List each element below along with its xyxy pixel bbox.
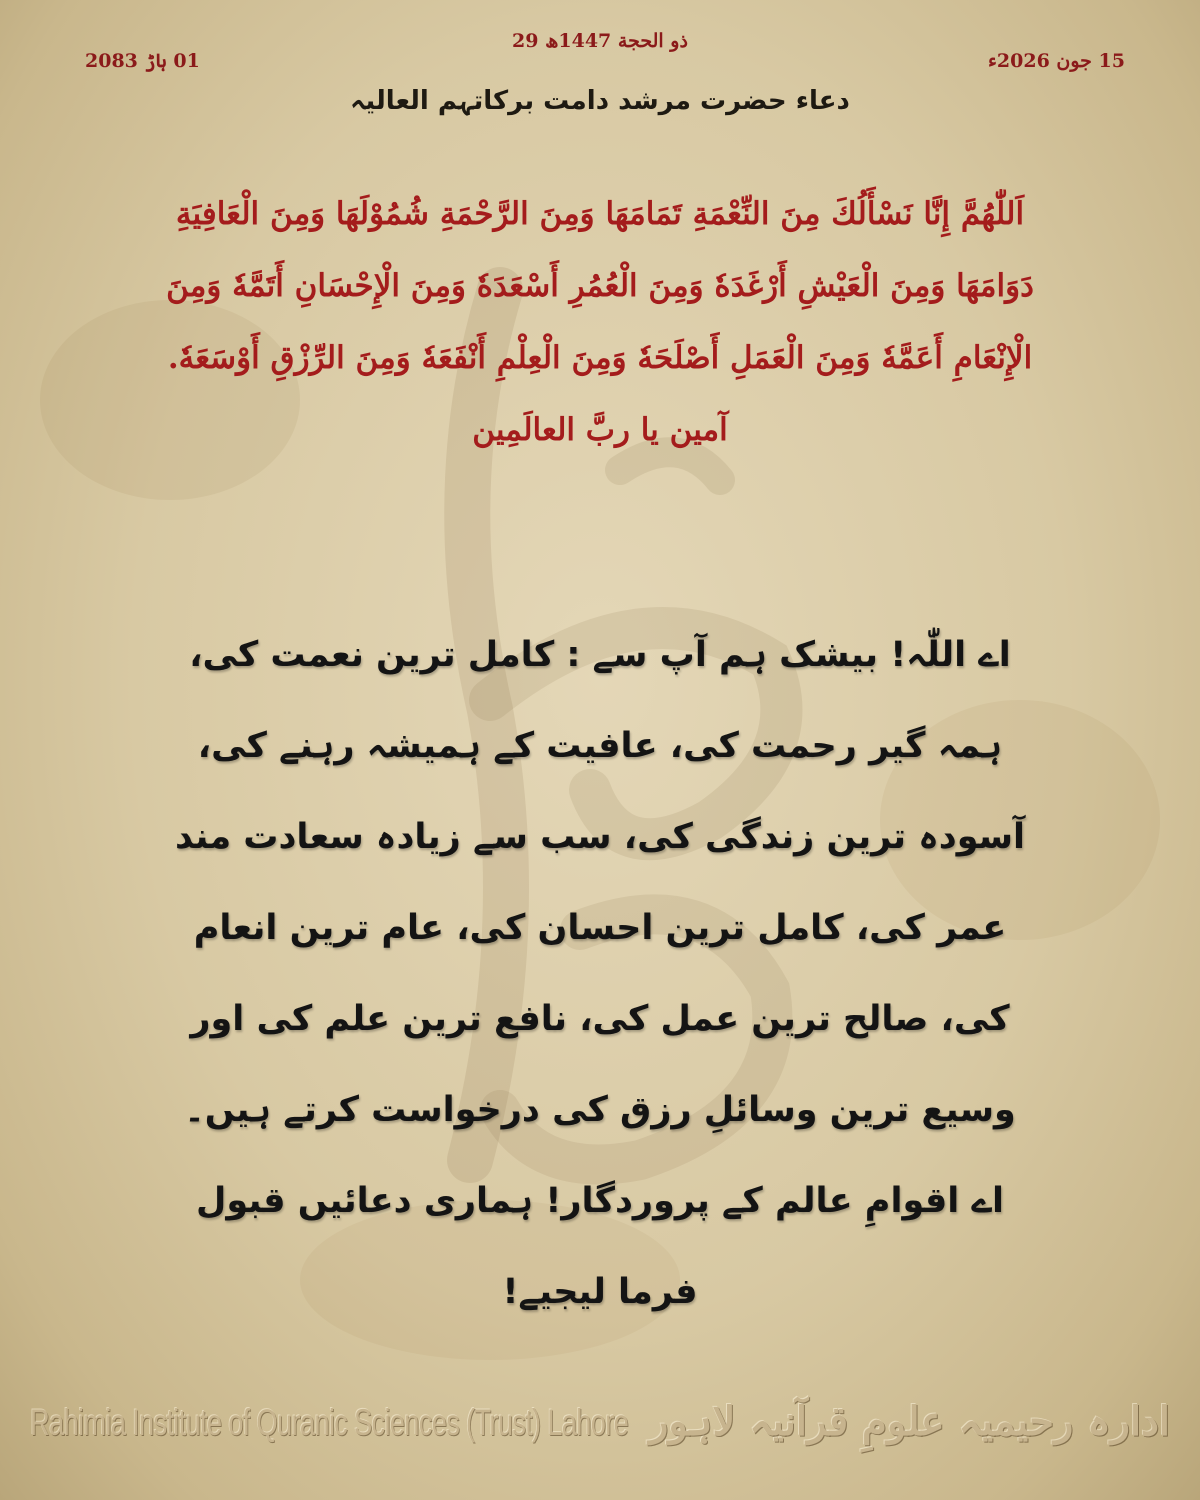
urdu-translation-text: اے اللّٰہ! بیشک ہم آپ سے : کامل ترین نعمت کی، ہمہ گیر رحمت کی، عافیت کے ہمیشہ رہنے کی، آسودہ ترین زندگی کی، سب سے زیادہ سعادت مند عمر کی، کامل ترین احسان کی، عام ترین انعام کی، صالح ترین عمل کی، نافع ترین علم کی اور وسیع ترین وسائلِ رزق کی درخواست کرتے ہیں۔ اے اقوامِ عالم کے پروردگار! ہماری دعائیں قبول فرما لیجیے!	[174, 635, 1026, 1312]
gregorian-date: 15 جون 2026ء	[987, 50, 1125, 72]
arabic-dua-text: اَللّٰهُمَّ إِنَّا نَسْأَلُكَ مِنَ النِّعْمَةِ تَمَامَهَا وَمِنَ الرَّحْمَةِ شُمُوْلَهَا وَمِنَ الْعَافِيَةِ دَوَامَهَا وَمِنَ الْعَيْشِ أَرْغَدَهٗ وَمِنَ الْعُمُرِ أَسْعَدَهٗ وَمِنَ الْإِحْسَانِ أَتَمَّهٗ وَمِنَ الْإِنْعَامِ أَعَمَّهٗ وَمِنَ الْعَمَلِ أَصْلَحَهٗ وَمِنَ الْعِلْمِ أَنْفَعَهٗ وَمِنَ الرِّزْقِ أَوْسَعَهٗ. آمین یا ربَّ العالَمِین	[166, 196, 1034, 448]
hijri-date: 29 ذو الحجة 1447ھ	[512, 30, 688, 52]
dua-title: دعاء حضرت مرشد دامت برکاتہم العالیہ	[350, 86, 850, 116]
desi-date: 01 ہاڑ 2083	[85, 50, 200, 72]
institute-name-english: Rahimia Institute of Quranic Sciences (Trust) Lahore	[30, 1402, 629, 1443]
institute-name-urdu: ادارہ رحیمیہ علومِ قرآنیہ لاہور	[649, 1398, 1170, 1445]
